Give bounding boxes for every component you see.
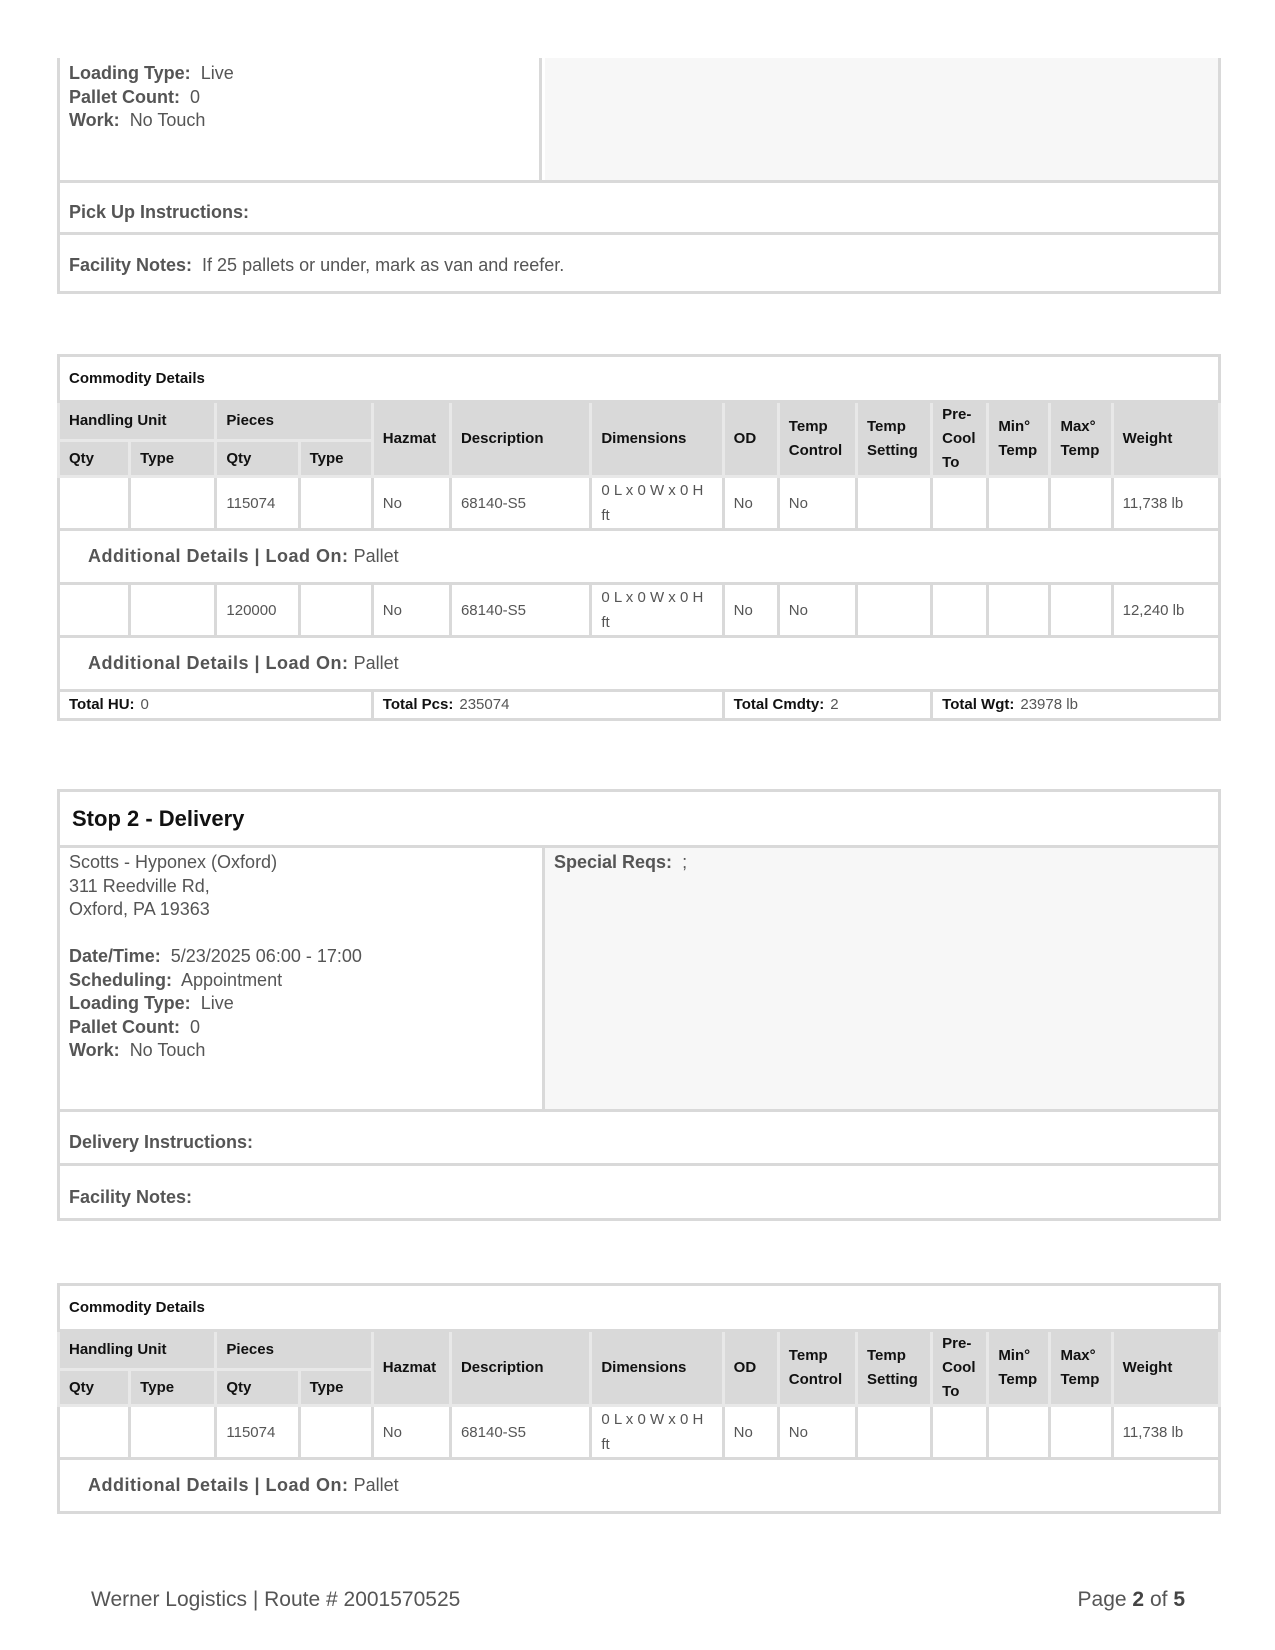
address-line-2: Oxford, PA 19363 — [69, 899, 210, 919]
table-row: 115074 No 68140-S5 0 L x 0 W x 0 H ft No No 11,738 lb — [59, 1406, 1220, 1459]
pallet-count-label: Pallet Count: — [69, 1016, 180, 1037]
stop1-special-panel — [545, 58, 1218, 180]
hu-qty-header: Qty — [59, 441, 130, 477]
stop2-details — [60, 845, 545, 1109]
pcs-type-header: Type — [299, 1370, 372, 1406]
od-header: OD — [723, 402, 778, 477]
dimensions-header: Dimensions — [591, 402, 723, 477]
stop1-continuation — [57, 58, 1221, 294]
facility-notes — [69, 255, 564, 276]
handling-unit-header: Handling Unit — [59, 1331, 216, 1370]
max-temp-header: Max° Temp — [1050, 402, 1112, 477]
min-temp-header: Min° Temp — [988, 1331, 1050, 1406]
special-reqs-value: ; — [682, 852, 688, 872]
pieces-header: Pieces — [216, 402, 372, 441]
temp-setting-header: Temp Setting — [856, 1331, 931, 1406]
loading-type-label: Loading Type: — [69, 63, 191, 83]
address-line-1: 311 Reedville Rd, — [69, 875, 210, 896]
max-temp-header: Max° Temp — [1050, 1331, 1112, 1406]
min-temp-header: Min° Temp — [988, 402, 1050, 477]
weight-header: Weight — [1112, 402, 1219, 477]
handling-unit-header: Handling Unit — [59, 402, 216, 441]
od-header: OD — [723, 1331, 778, 1406]
additional-details-row: Additional Details | Load On: Pallet — [59, 637, 1220, 691]
hu-type-header: Type — [130, 1370, 216, 1406]
footer-page-number: Page 2 of 5 — [1077, 1588, 1185, 1611]
pallet-count-value: 0 — [190, 86, 201, 107]
commodity-table-1 — [57, 354, 1221, 721]
pieces-header: Pieces — [216, 1331, 372, 1370]
work-label: Work: — [69, 110, 120, 130]
hazmat-header: Hazmat — [372, 402, 450, 477]
pcs-qty-header: Qty — [216, 1370, 299, 1406]
temp-control-header: Temp Control — [778, 1331, 856, 1406]
table-row: 115074 No 68140-S5 0 L x 0 W x 0 H ft No No 11,738 lb — [59, 477, 1220, 530]
pcs-qty-header: Qty — [216, 441, 299, 477]
footer-route: Werner Logistics | Route # 2001570525 — [91, 1588, 461, 1611]
description-header: Description — [450, 1331, 590, 1406]
temp-control-header: Temp Control — [778, 402, 856, 477]
hazmat-header: Hazmat — [372, 1331, 450, 1406]
description-header: Description — [450, 402, 590, 477]
pickup-instructions-label: Pick Up Instructions: — [69, 202, 250, 222]
loading-type-value: Live — [200, 63, 234, 83]
special-reqs-label: Special Reqs: — [554, 852, 673, 872]
totals-row: Total HU: 0 Total Pcs: 235074 Total Cmdty: 2 Total Wgt: 23978 lb — [59, 691, 1220, 720]
delivery-instructions-label: Delivery Instructions: — [69, 1132, 254, 1152]
commodity-details-title: Commodity Details — [59, 356, 1220, 402]
pcs-type-header: Type — [299, 441, 372, 477]
special-reqs-panel — [545, 845, 1218, 1109]
facility-notes-label: Facility Notes: — [69, 255, 193, 275]
temp-setting-header: Temp Setting — [856, 402, 931, 477]
facility-notes-value: If 25 pallets or under, mark as van and reefer. — [202, 255, 565, 275]
facility-name: Scotts - Hyponex (Oxford) — [69, 852, 278, 872]
commodity-table-2 — [57, 1283, 1221, 1514]
datetime-value: 5/23/2025 06:00 - 17:00 — [170, 946, 362, 966]
hu-type-header: Type — [130, 441, 216, 477]
stop2-title: Stop 2 - Delivery — [72, 806, 245, 831]
table-row: 120000 No 68140-S5 0 L x 0 W x 0 H ft No No 12,240 lb — [59, 584, 1220, 637]
stop2-box — [57, 789, 1221, 1221]
work-value: No Touch — [129, 110, 206, 130]
commodity-details-title: Commodity Details — [59, 1285, 1220, 1331]
additional-details-row: Additional Details | Load On: Pallet — [59, 1459, 1220, 1513]
scheduling-value: Appointment — [181, 969, 283, 990]
precool-header: Pre- Cool To — [932, 1331, 988, 1406]
work-value: No Touch — [129, 1040, 206, 1060]
dimensions-header: Dimensions — [591, 1331, 723, 1406]
scheduling-label: Scheduling: — [69, 969, 172, 990]
hu-qty-header: Qty — [59, 1370, 130, 1406]
pallet-count-label: Pallet Count: — [69, 86, 180, 107]
loading-type-label: Loading Type: — [69, 993, 191, 1013]
work-label: Work: — [69, 1040, 120, 1060]
datetime-label: Date/Time: — [69, 946, 161, 966]
pallet-count-value: 0 — [190, 1016, 201, 1037]
stop1-details — [60, 58, 542, 180]
precool-header: Pre- Cool To — [932, 402, 988, 477]
facility-notes-label: Facility Notes: — [69, 1187, 193, 1207]
weight-header: Weight — [1112, 1331, 1219, 1406]
additional-details-row: Additional Details | Load On: Pallet — [59, 530, 1220, 584]
loading-type-value: Live — [200, 993, 234, 1013]
